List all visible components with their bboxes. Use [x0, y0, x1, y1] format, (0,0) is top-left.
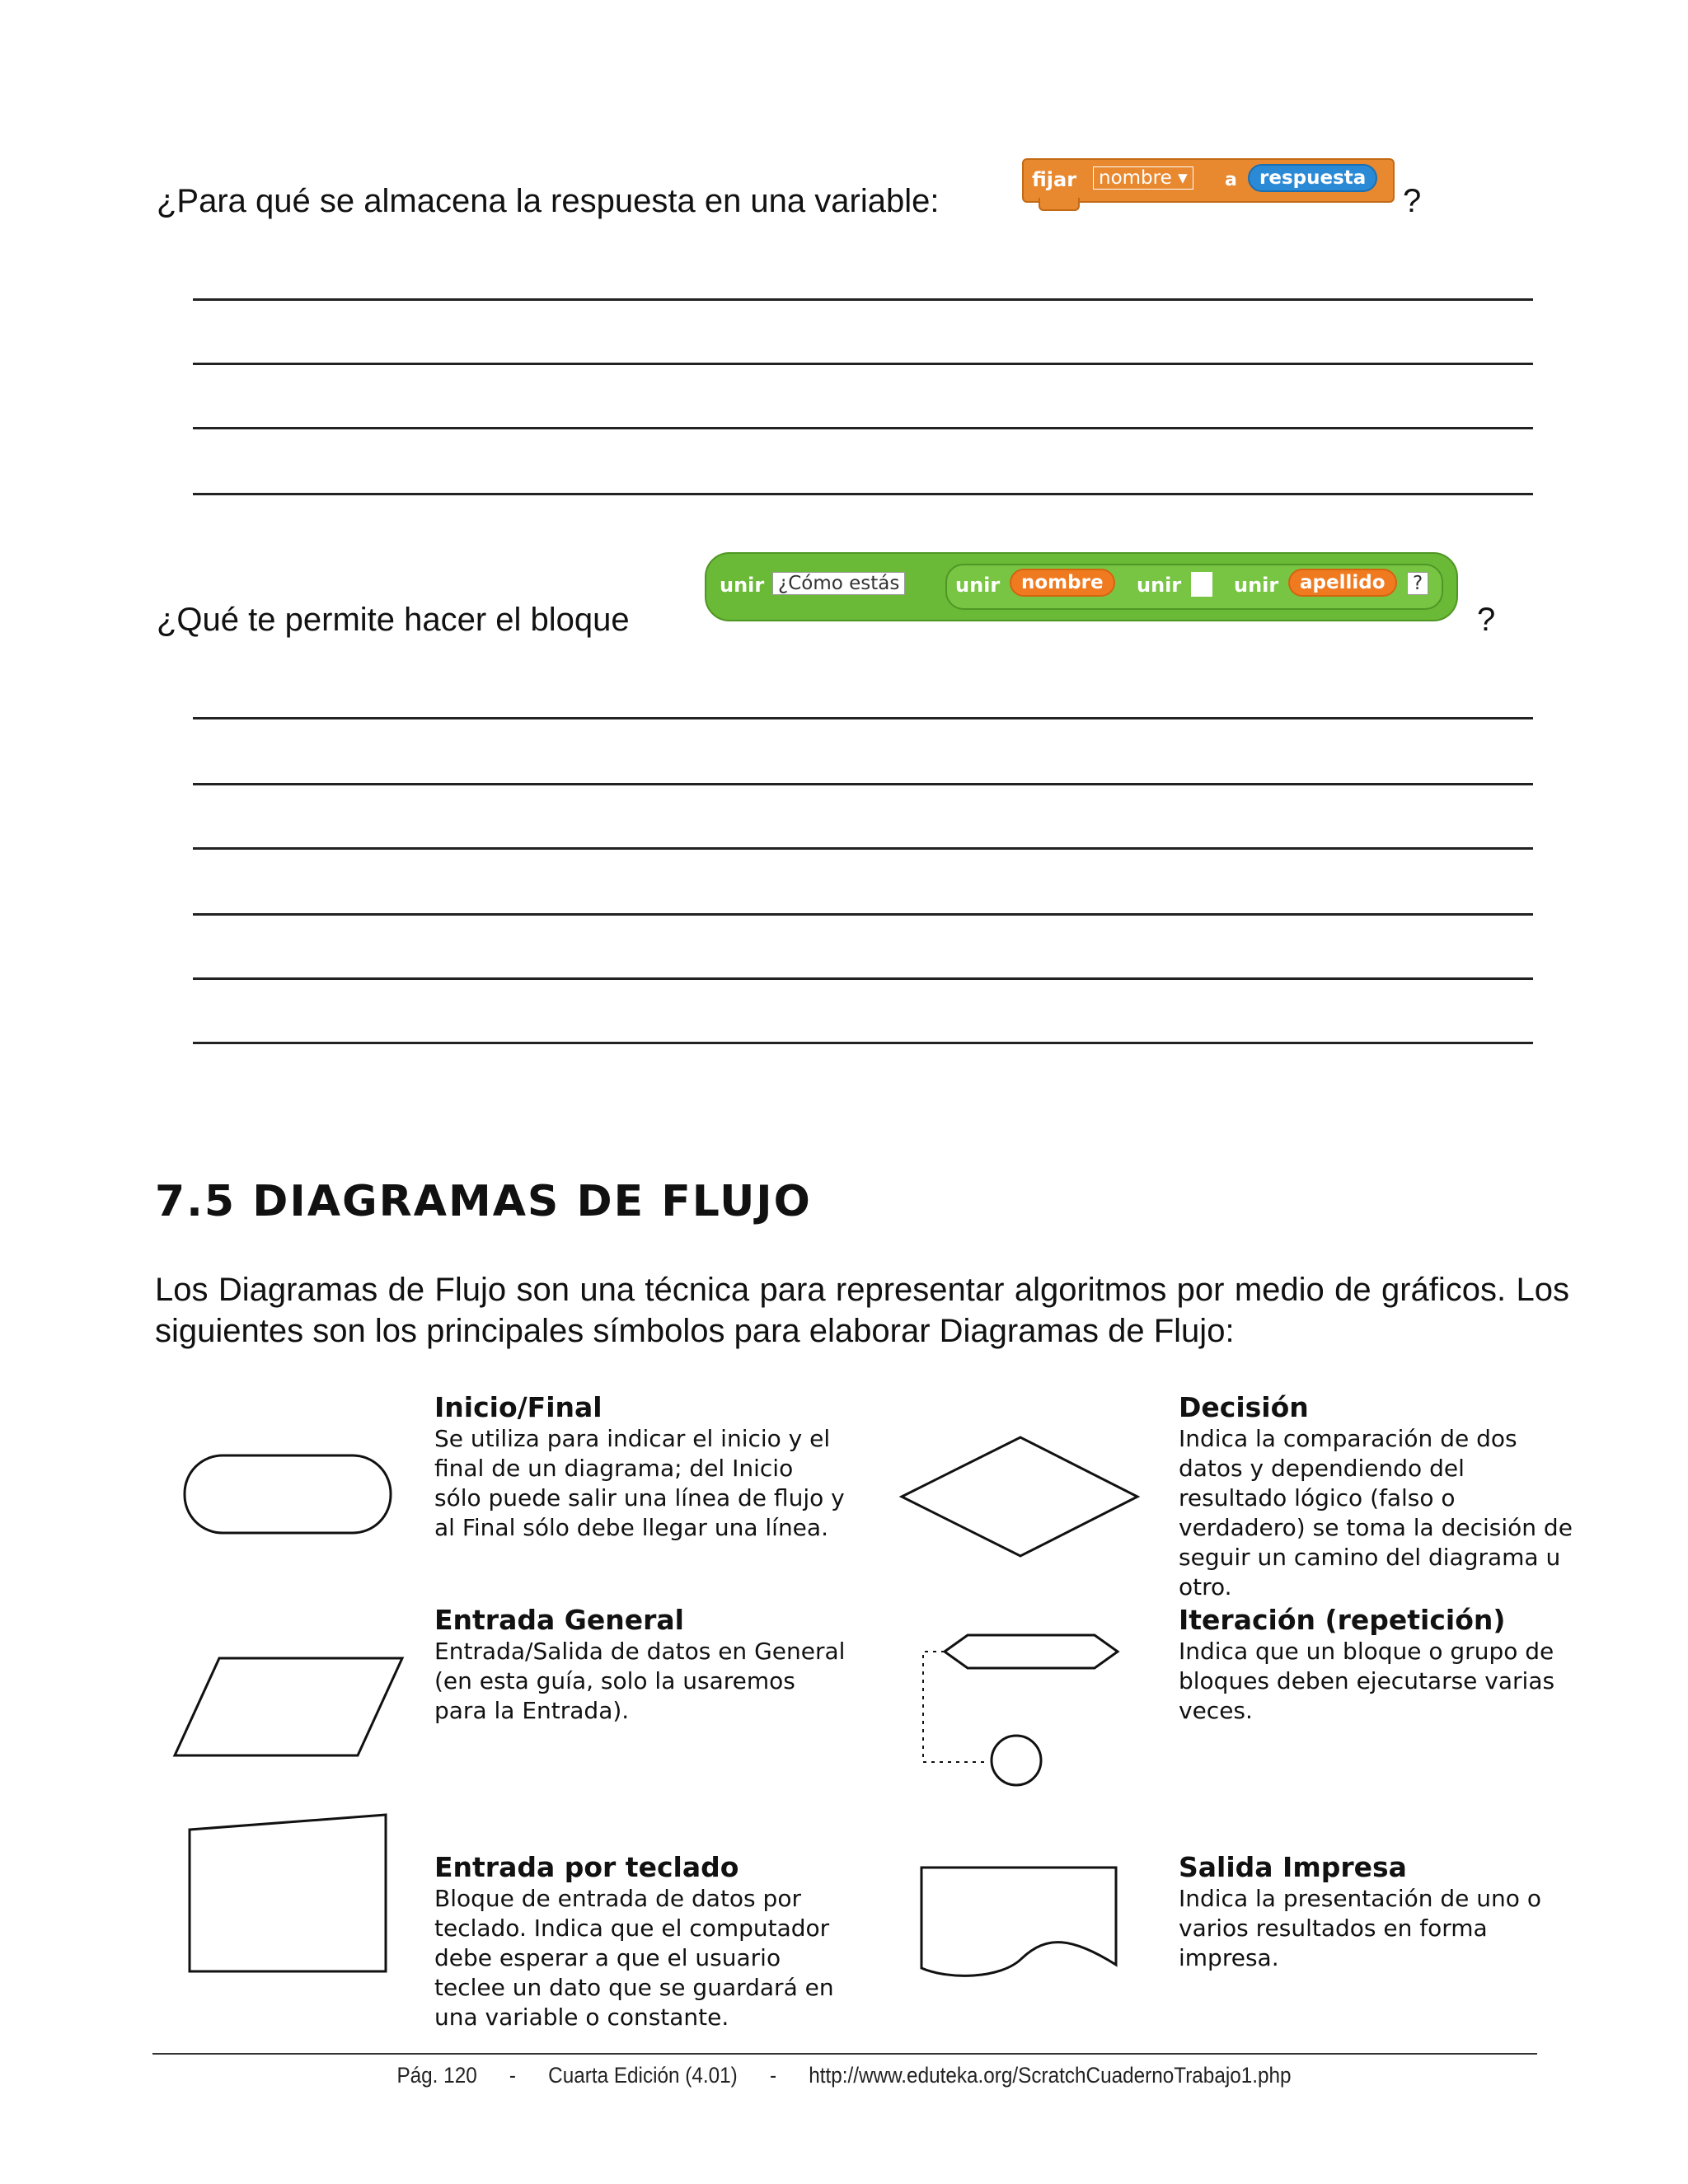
answer-line[interactable]	[193, 1042, 1533, 1044]
footer-rule	[152, 2053, 1537, 2055]
iteration-shape	[945, 1635, 1118, 1668]
keyboard-input-shape	[190, 1815, 386, 1971]
block-set-label: fijar	[1032, 168, 1077, 191]
page-footer	[84, 2063, 1603, 2088]
symbol-desc-salida-impresa: Indica la presentación de uno o varios resultados en forma impresa.	[1179, 1885, 1541, 1971]
join-var-nombre: nombre	[1010, 569, 1115, 597]
printed-output-shape	[921, 1868, 1116, 1975]
symbol-desc-decision: Indica la comparación de dos datos y dependiendo del resultado lógico (falso o verdadero) se toma la decisión de seguir un camino del diagrama u otro.	[1179, 1425, 1573, 1601]
symbol-title-entrada-general: Entrada General	[434, 1604, 684, 1636]
answer-line[interactable]	[193, 977, 1533, 980]
join-block	[705, 552, 1458, 621]
input-general-shape	[175, 1658, 402, 1755]
symbol-title-decision: Decisión	[1179, 1391, 1309, 1423]
terminator-shape	[185, 1455, 391, 1533]
symbol-desc-inicio-final: Se utiliza para indicar el inicio y el final de un diagrama; del Inicio sólo puede salir una línea de flujo y al Final sólo debe llegar una línea.	[434, 1425, 845, 1541]
symbol-title-iteracion: Iteración (repetición)	[1179, 1604, 1506, 1636]
answer-line[interactable]	[193, 847, 1533, 850]
join-label-1: unir	[720, 574, 765, 597]
answer-line[interactable]	[193, 298, 1533, 301]
join-label-2: unir	[955, 574, 1001, 597]
join-label-3: unir	[1137, 574, 1182, 597]
join-end-slot: ?	[1407, 572, 1428, 595]
block-to-label: a	[1225, 170, 1237, 190]
decision-shape	[902, 1437, 1137, 1556]
answer-line[interactable]	[193, 717, 1533, 719]
join-var-apellido: apellido	[1288, 569, 1397, 597]
symbol-title-inicio-final: Inicio/Final	[434, 1391, 603, 1423]
footer-sep: -	[769, 2063, 777, 2088]
join-label-4: unir	[1234, 574, 1279, 597]
block-value-pill: respuesta	[1248, 164, 1377, 192]
answer-line[interactable]	[193, 913, 1533, 916]
join-text-slot: ¿Cómo estás	[772, 572, 905, 595]
symbol-desc-iteracion: Indica que un bloque o grupo de bloques deben ejecutarse varias veces.	[1179, 1638, 1555, 1724]
question-1-text: ¿Para qué se almacena la respuesta en una variable:	[157, 183, 940, 219]
answer-line[interactable]	[193, 493, 1533, 495]
question-2-mark: ?	[1477, 602, 1496, 638]
block-var-name: nombre	[1099, 167, 1172, 189]
join-empty-slot	[1191, 572, 1212, 597]
footer-page: Pág. 120	[396, 2063, 477, 2088]
footer-url-link[interactable]: http://www.eduteka.org/ScratchCuadernoTrabajo1.php	[809, 2063, 1292, 2088]
answer-line[interactable]	[193, 427, 1533, 429]
symbol-title-salida-impresa: Salida Impresa	[1179, 1851, 1407, 1883]
section-intro: Los Diagramas de Flujo son una técnica para representar algoritmos por medio de gráficos. Los siguientes son los principales símbolos para elaborar Diagramas de Flujo:	[155, 1272, 1569, 1349]
footer-edition: Cuarta Edición (4.01)	[548, 2063, 738, 2088]
symbol-desc-entrada-general: Entrada/Salida de datos en General (en esta guía, solo la usaremos para la Entrada).	[434, 1638, 846, 1724]
question-1-mark: ?	[1403, 183, 1422, 219]
set-variable-block	[1022, 158, 1395, 203]
symbol-title-entrada-teclado: Entrada por teclado	[434, 1851, 739, 1883]
iteration-loop-line	[923, 1652, 989, 1762]
question-2-text: ¿Qué te permite hacer el bloque	[157, 602, 630, 638]
set-block-notch	[1039, 198, 1080, 211]
answer-line[interactable]	[193, 363, 1533, 365]
iteration-connector	[992, 1736, 1041, 1785]
answer-line[interactable]	[193, 783, 1533, 785]
section-title: 7.5 DIAGRAMAS DE FLUJO	[155, 1177, 812, 1226]
block-var-dropdown: nombre ▾	[1093, 166, 1193, 190]
symbol-desc-entrada-teclado: Bloque de entrada de datos por teclado. Indica que el computador debe esperar a que el usuario teclee un dato que se guardará en una variable o constante.	[434, 1885, 834, 2031]
footer-sep: -	[509, 2063, 516, 2088]
